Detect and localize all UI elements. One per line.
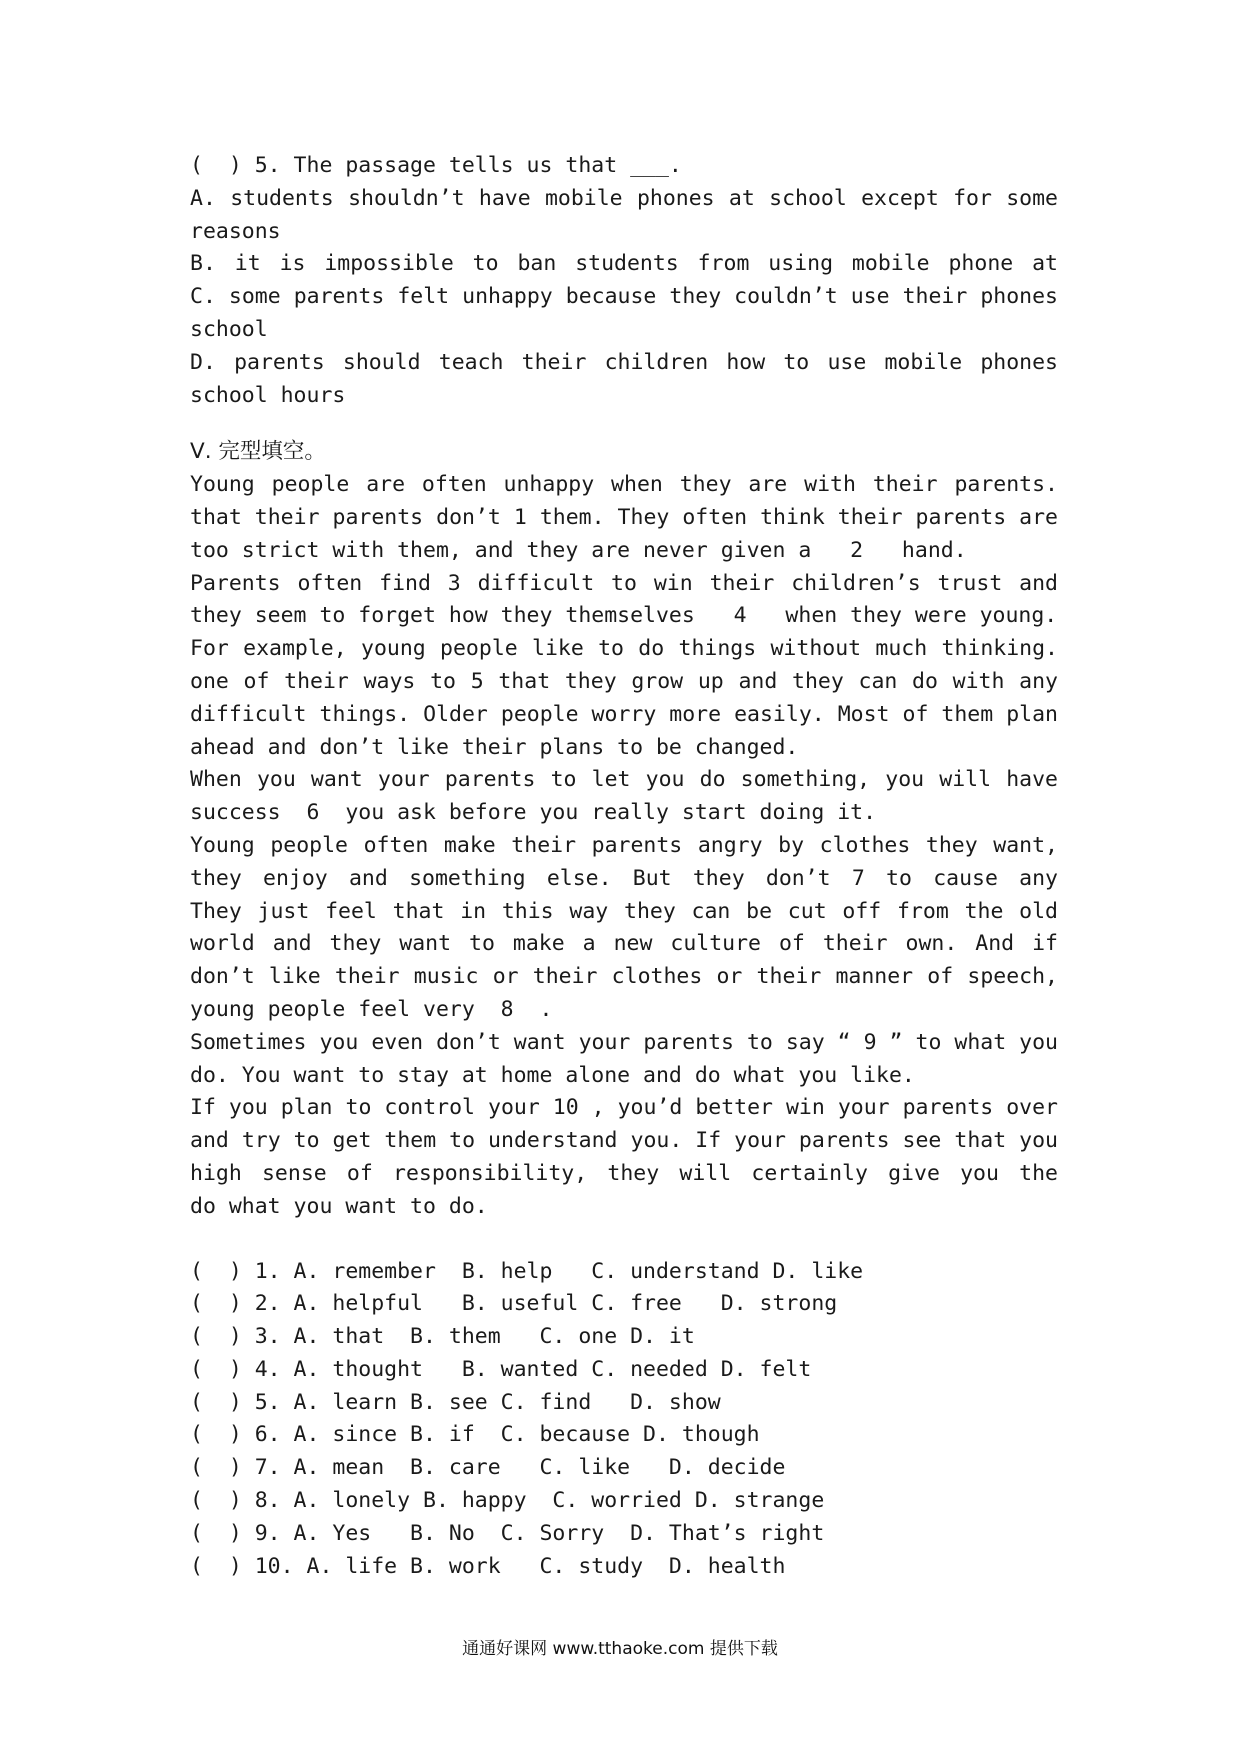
passage-line: When you want your parents to let you do something, you will have [190,767,1058,793]
choice-row: ( ) 6. A. since B. if C. because D. though [190,1422,760,1448]
choice-row: ( ) 1. A. remember B. help C. understand D. like [190,1258,864,1284]
passage-line: success 6 you ask before you really start doing it. [190,800,877,826]
option-c: C. some parents felt unhappy because they couldn’t use their phones [190,284,1058,310]
spacer [190,412,1058,436]
choice-row: ( ) 4. A. thought B. wanted C. needed D. felt [190,1356,812,1382]
passage-line: high sense of responsibility, they will certainly give you the [190,1160,1058,1186]
document-page [190,150,1058,1583]
spacer [190,1224,1058,1256]
passage-line: don’t like their music or their clothes or their manner of speech, [190,964,1058,990]
option-d: D. parents should teach their children how to use mobile phones [190,349,1058,375]
passage-line: Sometimes you even don’t want your parents to say “ 9 ” to what you [190,1029,1058,1055]
choice-row: ( ) 10. A. life B. work C. study D. health [190,1553,786,1579]
choice-row: ( ) 9. A. Yes B. No C. Sorry D. That’s right [190,1520,825,1546]
passage-line: do what you want to do. [190,1193,488,1219]
passage-line: world and they want to make a new culture of their own. And if [190,931,1058,957]
option-c-continued: school [190,316,268,342]
passage-line: For example, young people like to do things without much thinking. [190,636,1058,662]
choice-row: ( ) 5. A. learn B. see C. find D. show [190,1389,721,1415]
passage-line: Young people often make their parents angry by clothes they want, [190,832,1058,858]
passage-line: difficult things. Older people worry more easily. Most of them plan [190,701,1058,727]
passage-line: and try to get them to understand you. If your parents see that you [190,1128,1058,1154]
choice-row: ( ) 3. A. that B. them C. one D. it [190,1324,695,1350]
option-b: B. it is impossible to ban students from using mobile phone at [190,251,1058,277]
section-heading: Ⅴ. 完型填空。 [190,439,326,465]
passage-line: that their parents don’t 1 them. They often think their parents are [190,504,1058,530]
passage-line: They just feel that in this way they can be cut off from the old [190,898,1058,924]
cloze-passage [190,469,1058,1223]
passage-line: ahead and don’t like their plans to be changed. [190,734,799,760]
passage-line: do. You want to stay at home alone and do what you like. [190,1062,915,1088]
choice-row: ( ) 8. A. lonely B. happy C. worried D. strange [190,1488,825,1514]
option-a-continued: reasons [190,218,281,244]
answer-choices [190,1256,1058,1584]
page-footer: 通通好课网 www.tthaoke.com 提供下载 [462,1639,778,1659]
passage-line: If you plan to control your 10 , you’d better win your parents over [190,1095,1058,1121]
option-d-continued: school hours [190,382,346,408]
passage-line: they seem to forget how they themselves 4 when they were young. [190,603,1058,629]
choice-row: ( ) 2. A. helpful B. useful C. free D. strong [190,1291,838,1317]
passage-line: they enjoy and something else. But they don’t 7 to cause any [190,865,1058,891]
passage-line: too strict with them, and they are never given a 2 hand. [190,537,967,563]
question-5-block [190,150,1058,412]
question-stem: ( ) 5. The passage tells us that ___. [190,153,682,178]
passage-line: Parents often find 3 difficult to win their children’s trust and [190,570,1058,596]
passage-line: one of their ways to 5 that they grow up and they can do with any [190,668,1058,694]
choice-row: ( ) 7. A. mean B. care C. like D. decide [190,1455,786,1481]
option-a: A. students shouldn’t have mobile phones at school except for some [190,185,1058,211]
passage-line: young people feel very 8 . [190,996,553,1022]
passage-line: Young people are often unhappy when they are with their parents. [190,472,1058,498]
